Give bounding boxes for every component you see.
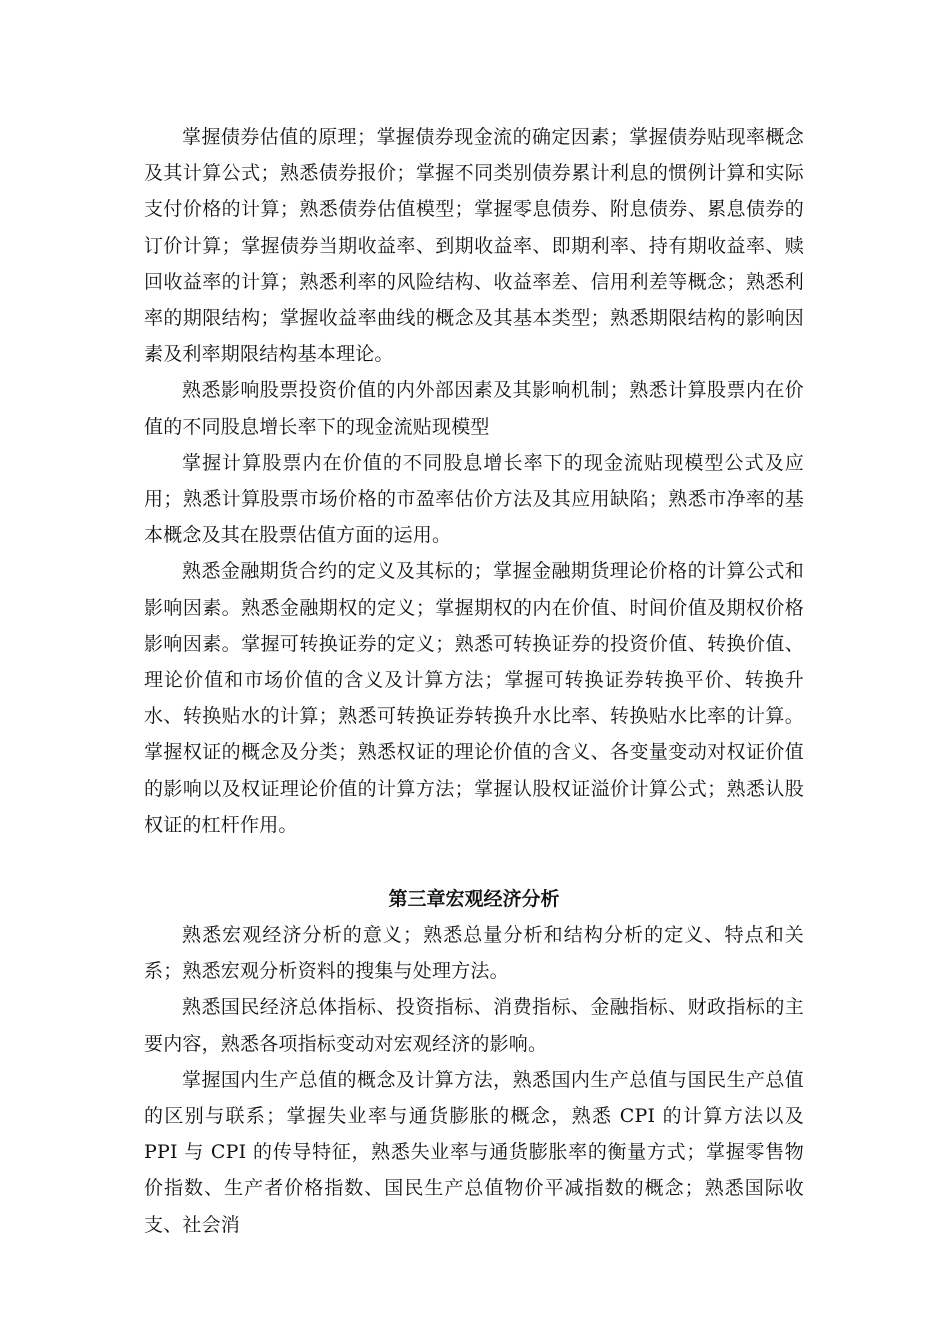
paragraph-stock-factors: 熟悉影响股票投资价值的内外部因素及其影响机制；熟悉计算股票内在价值的不同股息增长率下的现金流贴现模型 (144, 379, 804, 438)
document-page (144, 119, 804, 1243)
paragraph-macro-indicators: 熟悉国民经济总体指标、投资指标、消费指标、金融指标、财政指标的主要内容，熟悉各项指标变动对宏观经济的影响。 (144, 996, 804, 1055)
paragraph-derivatives: 熟悉金融期货合约的定义及其标的；掌握金融期货理论价格的计算公式和影响因素。熟悉金融期权的定义；掌握期权的内在价值、时间价值及期权价格影响因素。掌握可转换证券的定义；熟悉可转换证券的投资价值、转换价值、理论价值和市场价值的含义及计算方法；掌握可转换证券转换平价、转换升水、转换贴水的计算；熟悉可转换证券转换升水比率、转换贴水比率的计算。掌握权证的概念及分类；熟悉权证的理论价值的含义、各变量变动对权证价值的影响以及权证理论价值的计算方法；掌握认股权证溢价计算公式；熟悉认股权证的杠杆作用。 (144, 560, 804, 836)
paragraph-gdp: 掌握国内生产总值的概念及计算方法，熟悉国内生产总值与国民生产总值的区别与联系；掌握失业率与通货膨胀的概念，熟悉 CPI 的计算方法以及 PPI 与 CPI 的传导特征，熟悉失业率与通货膨胀率的衡量方式；掌握零售物价指数、生产者价格指数、国民生产总值物价平减指数的概念；熟悉国际收支、社会消 (144, 1068, 804, 1236)
chapter-title: 第三章宏观经济分析 (388, 888, 560, 911)
paragraph-stock-models: 掌握计算股票内在价值的不同股息增长率下的现金流贴现模型公式及应用；熟悉计算股票市场价格的市盈率估价方法及其应用缺陷；熟悉市净率的基本概念及其在股票估值方面的运用。 (144, 451, 804, 547)
paragraph-bond-valuation: 掌握债券估值的原理；掌握债券现金流的确定因素；掌握债券贴现率概念及其计算公式；熟悉债券报价；掌握不同类别债券累计利息的惯例计算和实际支付价格的计算；熟悉债券估值模型；掌握零息债券、附息债券、累息债券的订价计算；掌握债券当期收益率、到期收益率、即期利率、持有期收益率、赎回收益率的计算；熟悉利率的风险结构、收益率差、信用利差等概念；熟悉利率的期限结构；掌握收益率曲线的概念及其基本类型；熟悉期限结构的影响因素及利率期限结构基本理论。 (144, 126, 804, 366)
section-spacer (144, 843, 804, 863)
paragraph-macro-significance: 熟悉宏观经济分析的意义；熟悉总量分析和结构分析的定义、特点和关系；熟悉宏观分析资料的搜集与处理方法。 (144, 924, 804, 983)
